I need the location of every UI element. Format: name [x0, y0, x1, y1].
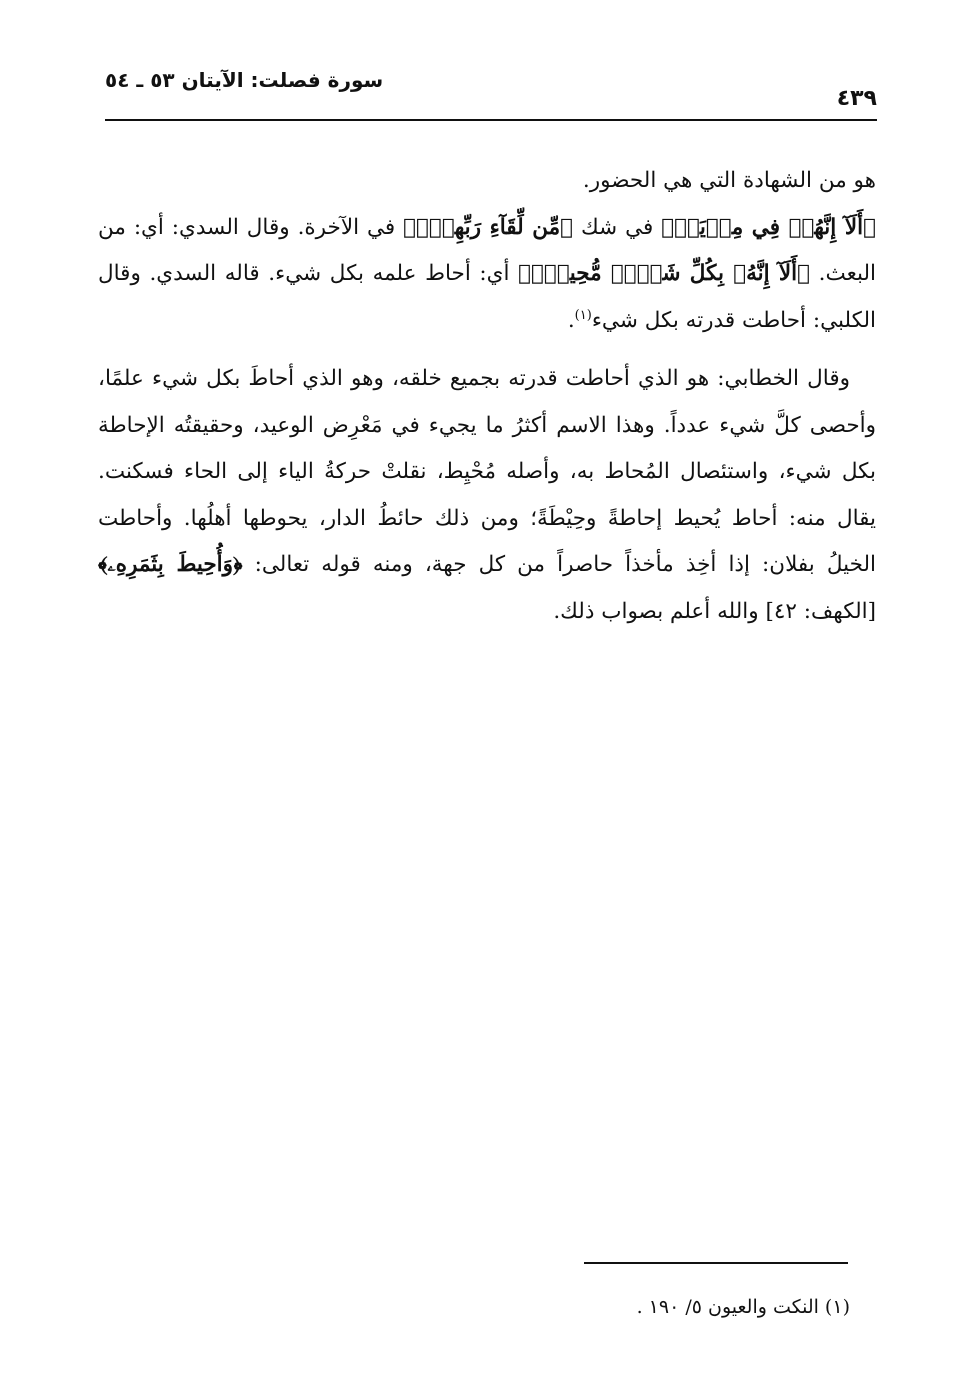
quran-verse: ﴿مِّن لِّقَآءِ رَبِّهِمۡۗ﴾ — [403, 214, 574, 240]
text-run: في شك — [573, 214, 662, 240]
page-number: ٤٣٩ — [836, 86, 877, 111]
paragraph-3 — [98, 356, 876, 635]
text-run: أي: أحاط علمه بكل شيء. قاله السدي. وقال الكلبي: أحاطت قدرته بكل شيء — [98, 261, 876, 333]
footnote-reference[interactable]: (١) — [574, 307, 592, 323]
header-rule — [105, 119, 877, 121]
footnote-1: (١) النكت والعيون ٥/ ١٩٠ . — [636, 1296, 850, 1318]
quran-verse: ﴿وَأُحِيطَ بِثَمَرِهِۦ﴾ — [98, 552, 243, 577]
running-title: سورة فصلت: الآيتان ٥٣ ـ ٥٤ — [105, 68, 384, 92]
main-text — [98, 158, 876, 635]
paragraph-2 — [98, 205, 876, 345]
paragraph-1: هو من الشهادة التي هي الحضور. — [582, 168, 876, 193]
quran-verse: ﴿أَلَآ إِنَّهُمۡ فِي مِرۡيَةٖ﴾ — [661, 214, 876, 240]
text-run: [الكهف: ٤٢] والله أعلم بصواب ذلك. — [553, 598, 876, 624]
footnote-rule — [584, 1262, 848, 1264]
quran-verse: ﴿أَلَآ إِنَّهُۥ بِكُلِّ شَيۡءٖ مُّحِيطُۢ﴾ — [518, 261, 811, 286]
text-run: وقال الخطابي: هو الذي أحاطت قدرته بجميع خلقه، وهو الذي أحاطَ بكل شيء علمًا، وأحصى كلَّ شيء عدداً. وهذا الاسم أكثرُ ما يجيء في مَعْرِض الوعيد، وحقيقتُه الإحاطة بكل شيء، واستئصال المُحاط به، وأصله مُحْيِط، نقلتْ حركةُ الياء إلى الحاء فسكنت. يقال منه: أحاط يُحيط إحاطةً وحِيْطَةً؛ ومن ذلك حائطُ الدار، يحوطها أهلُها. وأحاطت الخيلُ بفلان: إذا أخِذ مأخذاً حاصراً من كل جهة، ومنه قوله تعالى: — [98, 366, 877, 577]
page-header — [105, 66, 877, 122]
text-run: في الآخرة. وقال السدي: أي: من البعث. — [98, 214, 877, 286]
text-run: . — [567, 307, 575, 333]
